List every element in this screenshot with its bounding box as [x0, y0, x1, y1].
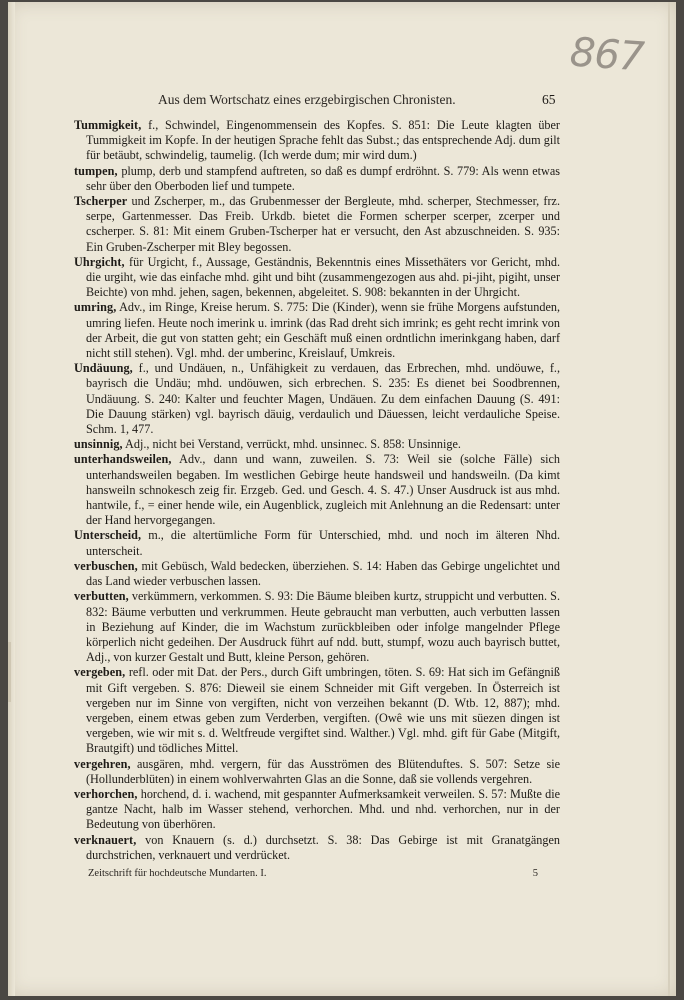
entry [74, 437, 560, 452]
signature-mark: 5 [532, 868, 538, 879]
page-footer [88, 868, 538, 879]
entry-text: Adv., dann und wann, zuweilen. S. 73: Weil sie (solche Fälle) sich unterhandsweilen begaben. Im westlichen Gebirge heute handsweil und handsweiln. (Da kimt hansweiln schnokesch zeig fir. Erzgeb. Ged. und Gesch. 4. S. 47.) Unser Ausdruck ist aus mhd. hantwile, f., = einer hende wile, ein Augenblick, zugleich mit Anlehnung an die Redensart: unter der Hand hervorgegangen. [86, 452, 560, 528]
entry [74, 528, 560, 558]
entry-text: von Knauern (s. d.) durchsetzt. S. 38: Das Gebirge ist mit Granatgängen durchstrichen, verknauert und verdrücket. [86, 832, 560, 862]
pencil-page-number: 867 [568, 29, 645, 81]
entry [74, 300, 560, 361]
entry [74, 452, 560, 528]
entry-text: plump, derb und stampfend auftreten, so daß es dumpf erdröhnt. S. 779: Als wenn etwas sehr über den Oberboden lief und tumpete. [86, 163, 560, 193]
page-number: 65 [542, 92, 556, 107]
dictionary-entries [74, 118, 560, 863]
entry [74, 361, 560, 437]
entry [74, 118, 560, 164]
entry-text: Adv., im Ringe, Kreise herum. S. 775: Die (Kinder), wenn sie frühe Morgens aufstunden, umring liefen. Heute noch imerink u. imrink (das Rad dreht sich imrink; es geht recht imrink von der Arbeit, die gut von statten geht; ein Geschäft muß einen ordntlichn imerinkgang haben, darf nicht still stehen). Vgl. mhd. der umberinc, Kreislauf, Umkreis. [86, 300, 560, 361]
headword: vergehren, [74, 756, 131, 771]
entry-text: und Zscherper, m., das Grubenmesser der Bergleute, mhd. scherper, Stechmesser, frz. serpe, Gartenmesser. Das Freib. Urkdb. bietet die Formen scherper scerper, zcerper und cscherper. S. 81: Mit einem Gruben-Tscherper hat er versucht, den Ast abzuschneiden. S. 935: Ein Gruben-Zscherper mit Bley begossen. [86, 194, 560, 254]
entry [74, 164, 560, 194]
entry-text: für Urgicht, f., Aussage, Geständnis, Bekenntnis eines Missethäters vor Gericht, mhd. die urgiht, wie das einfache mhd. giht und biht (zusammengezogen aus ahd. pi-jiht, pigiht, unser Beichte) von mhd. jehen, sagen, bekennen, abgeleitet. S. 908: bekannten in der Uhrgicht. [86, 254, 560, 300]
headword: verknauert, [74, 832, 137, 847]
running-head: Aus dem Wortschatz eines erzgebirgischen Chronisten. [158, 92, 456, 107]
headword: Uhrgicht, [74, 254, 125, 269]
entry-text: f., Schwindel, Eingenommensein des Kopfes. S. 851: Die Leute klagten über Tummigkeit im Kopfe. In der heutigen Sprache fehlt das Subst.; das entsprechende Adj. dum gilt für betäubt, schwindelig, taumelig. (Ich werde dum; mir wird dum.) [86, 118, 560, 163]
headword: Unterscheid, [74, 528, 142, 543]
headword: Tummigkeit, [74, 118, 142, 132]
entry-text: refl. oder mit Dat. der Pers., durch Gift umbringen, töten. S. 69: Hat sich im Gefängniß mit Gift vergeben. S. 876: Dieweil sie einem Schneider mit Gift vergeben. In Österreich ist vergeben nur im Sinne von vergiften, nicht von verzeihen bekannt (D. Wtb. 12, 887); mhd. vergeben, einem etwas geben zum Verderben, vergiften. (Owê wie uns mit süezen dingen ist vergeben, wie wir mit s. d. Weltfreude vergiftet sind. Walther.) Vgl. mhd. gift für Gabe (Mitgift, Brautgift) und tödliches Mittel. [86, 665, 560, 756]
entry [74, 787, 560, 833]
headword: verhorchen, [74, 786, 138, 801]
page-edge [668, 2, 670, 996]
entry [74, 255, 560, 301]
headword: vergeben, [74, 665, 126, 680]
entry-text: horchend, d. i. wachend, mit gespannter Aufmerksamkeit verweilen. S. 57: Mußte die gantze Nacht, halb im Wasser stehend, verhorchen. Mhd. und nhd. verhorchen, nur in der Bedeutung von überhören. [86, 786, 560, 832]
headword: unterhandsweilen, [74, 452, 172, 467]
entry-text: ausgären, mhd. vergern, für das Ausströmen des Blütenduftes. S. 507: Setze sie (Hollunderblüten) in einem wohlverwahrten Glas an die Sonne, daß sie vollends vergehren. [86, 756, 560, 786]
entry-text: mit Gebüsch, Wald bedecken, überziehen. S. 14: Haben das Gebirge ungelichtet und das Land wieder verbuschen lassen. [86, 558, 560, 589]
headword: verbuschen, [74, 558, 138, 573]
headword: umring, [74, 300, 117, 315]
headword: Tscherper [74, 194, 128, 209]
entry [74, 665, 560, 756]
binding-mark [8, 642, 11, 702]
headword: unsinnig, [74, 437, 123, 452]
entry [74, 559, 560, 589]
entry-text: m., die altertümliche Form für Unterschied, mhd. und noch im älteren Nhd. unterscheit. [86, 528, 560, 558]
headword: Undäuung, [74, 361, 133, 376]
entry [74, 833, 560, 863]
entry-text: verkümmern, verkommen. S. 93: Die Bäume bleiben kurtz, struppicht und verbutten. S. 832: Bäume verbutten und verkrummen. Heute gebraucht man verbutten, auch verbutten lassen in Beziehung auf Kinder, die im Wachstum zurückbleiben oder infolge mangelnder Pflege körperlich nicht gedeihen. Der Ausdruck führt auf ndd. butt, stumpf, wozu auch bayrisch buttet, Adj., von kurzer Gestalt und Butt, kleine Person, gehören. [86, 589, 560, 665]
entry [74, 589, 560, 665]
entry-text: f., und Undäuen, n., Unfähigkeit zu verdauen, das Erbrechen, mhd. undöuwe, f., bayrisch die Undäu; mhd. undöuwen, sich erbrechen. S. 235: Es dienet bei Soodbrennen, Undäuung. S. 240: Kalter und feuchter Magen, Undäuen. Zu dem einfachen Dauung (S. 491: Die Dauung stärken) vgl. bayrisch däuig, verdaulich und Däuessen, leicht verdauliche Speise. Schm. 1, 477. [86, 361, 560, 437]
entry-text: Adj., nicht bei Verstand, verrückt, mhd. unsinnec. S. 858: Unsinnige. [122, 437, 461, 452]
journal-title: Zeitschrift für hochdeutsche Mundarten. I. [88, 868, 267, 879]
entry [74, 194, 560, 255]
headword: tumpen, [74, 163, 118, 178]
entry [74, 757, 560, 787]
headword: verbutten, [74, 589, 129, 604]
